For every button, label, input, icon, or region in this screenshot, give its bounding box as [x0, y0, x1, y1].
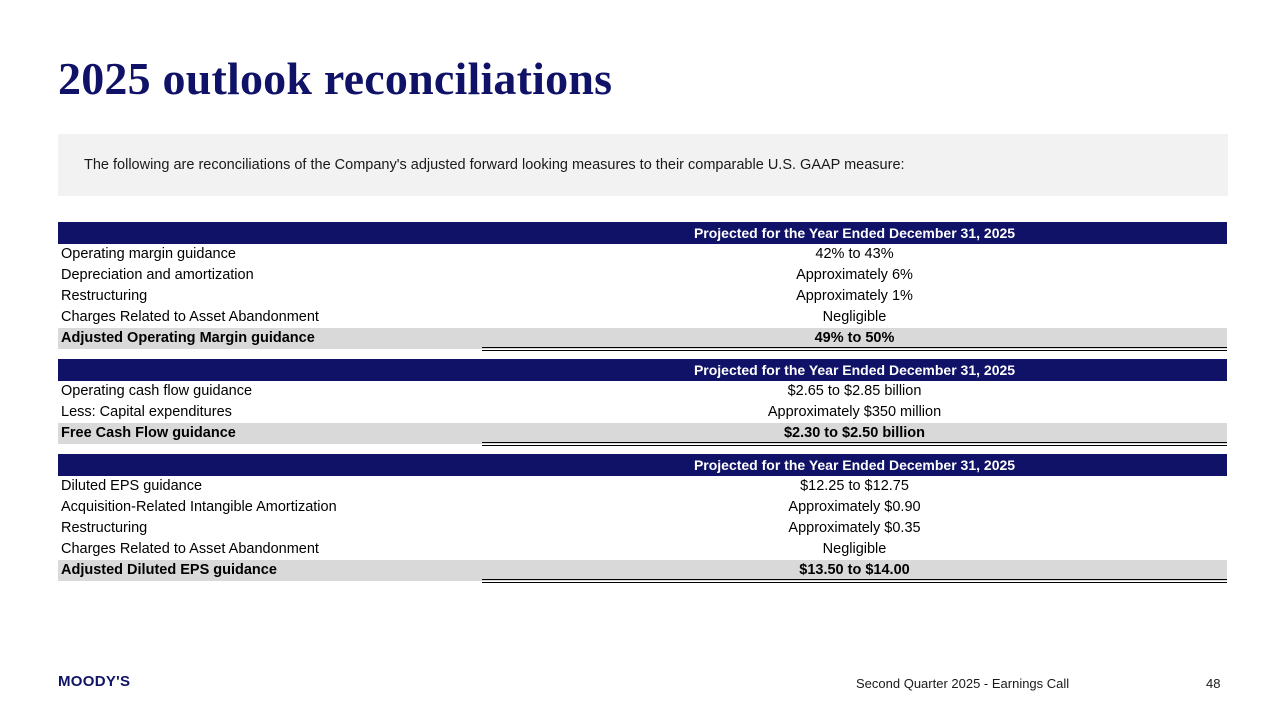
total-value: $2.30 to $2.50 billion	[783, 425, 926, 441]
table-header-label: Projected for the Year Ended December 31, 2025	[693, 362, 1016, 378]
intro-text: The following are reconciliations of the Company's adjusted forward looking measures to their comparable U.S. GAAP measure:	[84, 157, 905, 173]
row-label: Less: Capital expenditures	[61, 404, 232, 420]
row-value: Negligible	[822, 541, 887, 557]
total-value: $13.50 to $14.00	[799, 562, 910, 578]
operating-margin-table	[58, 222, 1227, 349]
table-header	[58, 222, 1227, 244]
table-header	[58, 454, 1227, 476]
total-label: Adjusted Operating Margin guidance	[61, 330, 315, 346]
intro-box	[58, 134, 1228, 196]
table-header-label: Projected for the Year Ended December 31, 2025	[693, 457, 1016, 473]
row-value: $2.65 to $2.85 billion	[787, 383, 922, 399]
total-row	[58, 423, 1227, 444]
row-label: Operating cash flow guidance	[61, 383, 253, 399]
total-value: 49% to 50%	[814, 330, 895, 346]
table-row	[58, 402, 1227, 423]
table-row	[58, 476, 1227, 497]
moodys-logo: MOODY'S	[58, 673, 131, 690]
table-row	[58, 381, 1227, 402]
table-row	[58, 539, 1227, 560]
free-cash-flow-table	[58, 359, 1227, 444]
diluted-eps-table	[58, 454, 1227, 581]
row-label: Charges Related to Asset Abandonment	[61, 309, 319, 325]
footer-event: Second Quarter 2025 - Earnings Call	[856, 676, 1070, 691]
page-title: 2025 outlook reconciliations	[58, 53, 613, 104]
row-value: 42% to 43%	[815, 246, 894, 262]
table-row	[58, 518, 1227, 539]
row-value: Approximately 6%	[796, 267, 913, 283]
double-underline	[482, 442, 1227, 446]
table-header-label: Projected for the Year Ended December 31, 2025	[693, 225, 1016, 241]
row-label: Charges Related to Asset Abandonment	[61, 541, 319, 557]
table-row	[58, 286, 1227, 307]
row-label: Operating margin guidance	[61, 246, 236, 262]
row-label: Diluted EPS guidance	[61, 478, 203, 494]
row-label: Depreciation and amortization	[61, 267, 254, 283]
row-label: Acquisition-Related Intangible Amortization	[61, 499, 337, 515]
table-row	[58, 307, 1227, 328]
row-value: Approximately 1%	[796, 288, 913, 304]
total-label: Adjusted Diluted EPS guidance	[61, 562, 277, 578]
row-value: Approximately $0.35	[788, 520, 921, 536]
row-value: $12.25 to $12.75	[800, 478, 909, 494]
total-row	[58, 560, 1227, 581]
page-number: 48	[1206, 676, 1221, 691]
total-row	[58, 328, 1227, 349]
table-row	[58, 244, 1227, 265]
row-value: Negligible	[822, 309, 887, 325]
table-row	[58, 497, 1227, 518]
table-row	[58, 265, 1227, 286]
table-header	[58, 359, 1227, 381]
row-label: Restructuring	[61, 288, 148, 304]
row-value: Approximately $350 million	[767, 404, 942, 420]
double-underline	[482, 347, 1227, 351]
double-underline	[482, 579, 1227, 583]
row-value: Approximately $0.90	[788, 499, 921, 515]
row-label: Restructuring	[61, 520, 148, 536]
total-label: Free Cash Flow guidance	[61, 425, 236, 441]
